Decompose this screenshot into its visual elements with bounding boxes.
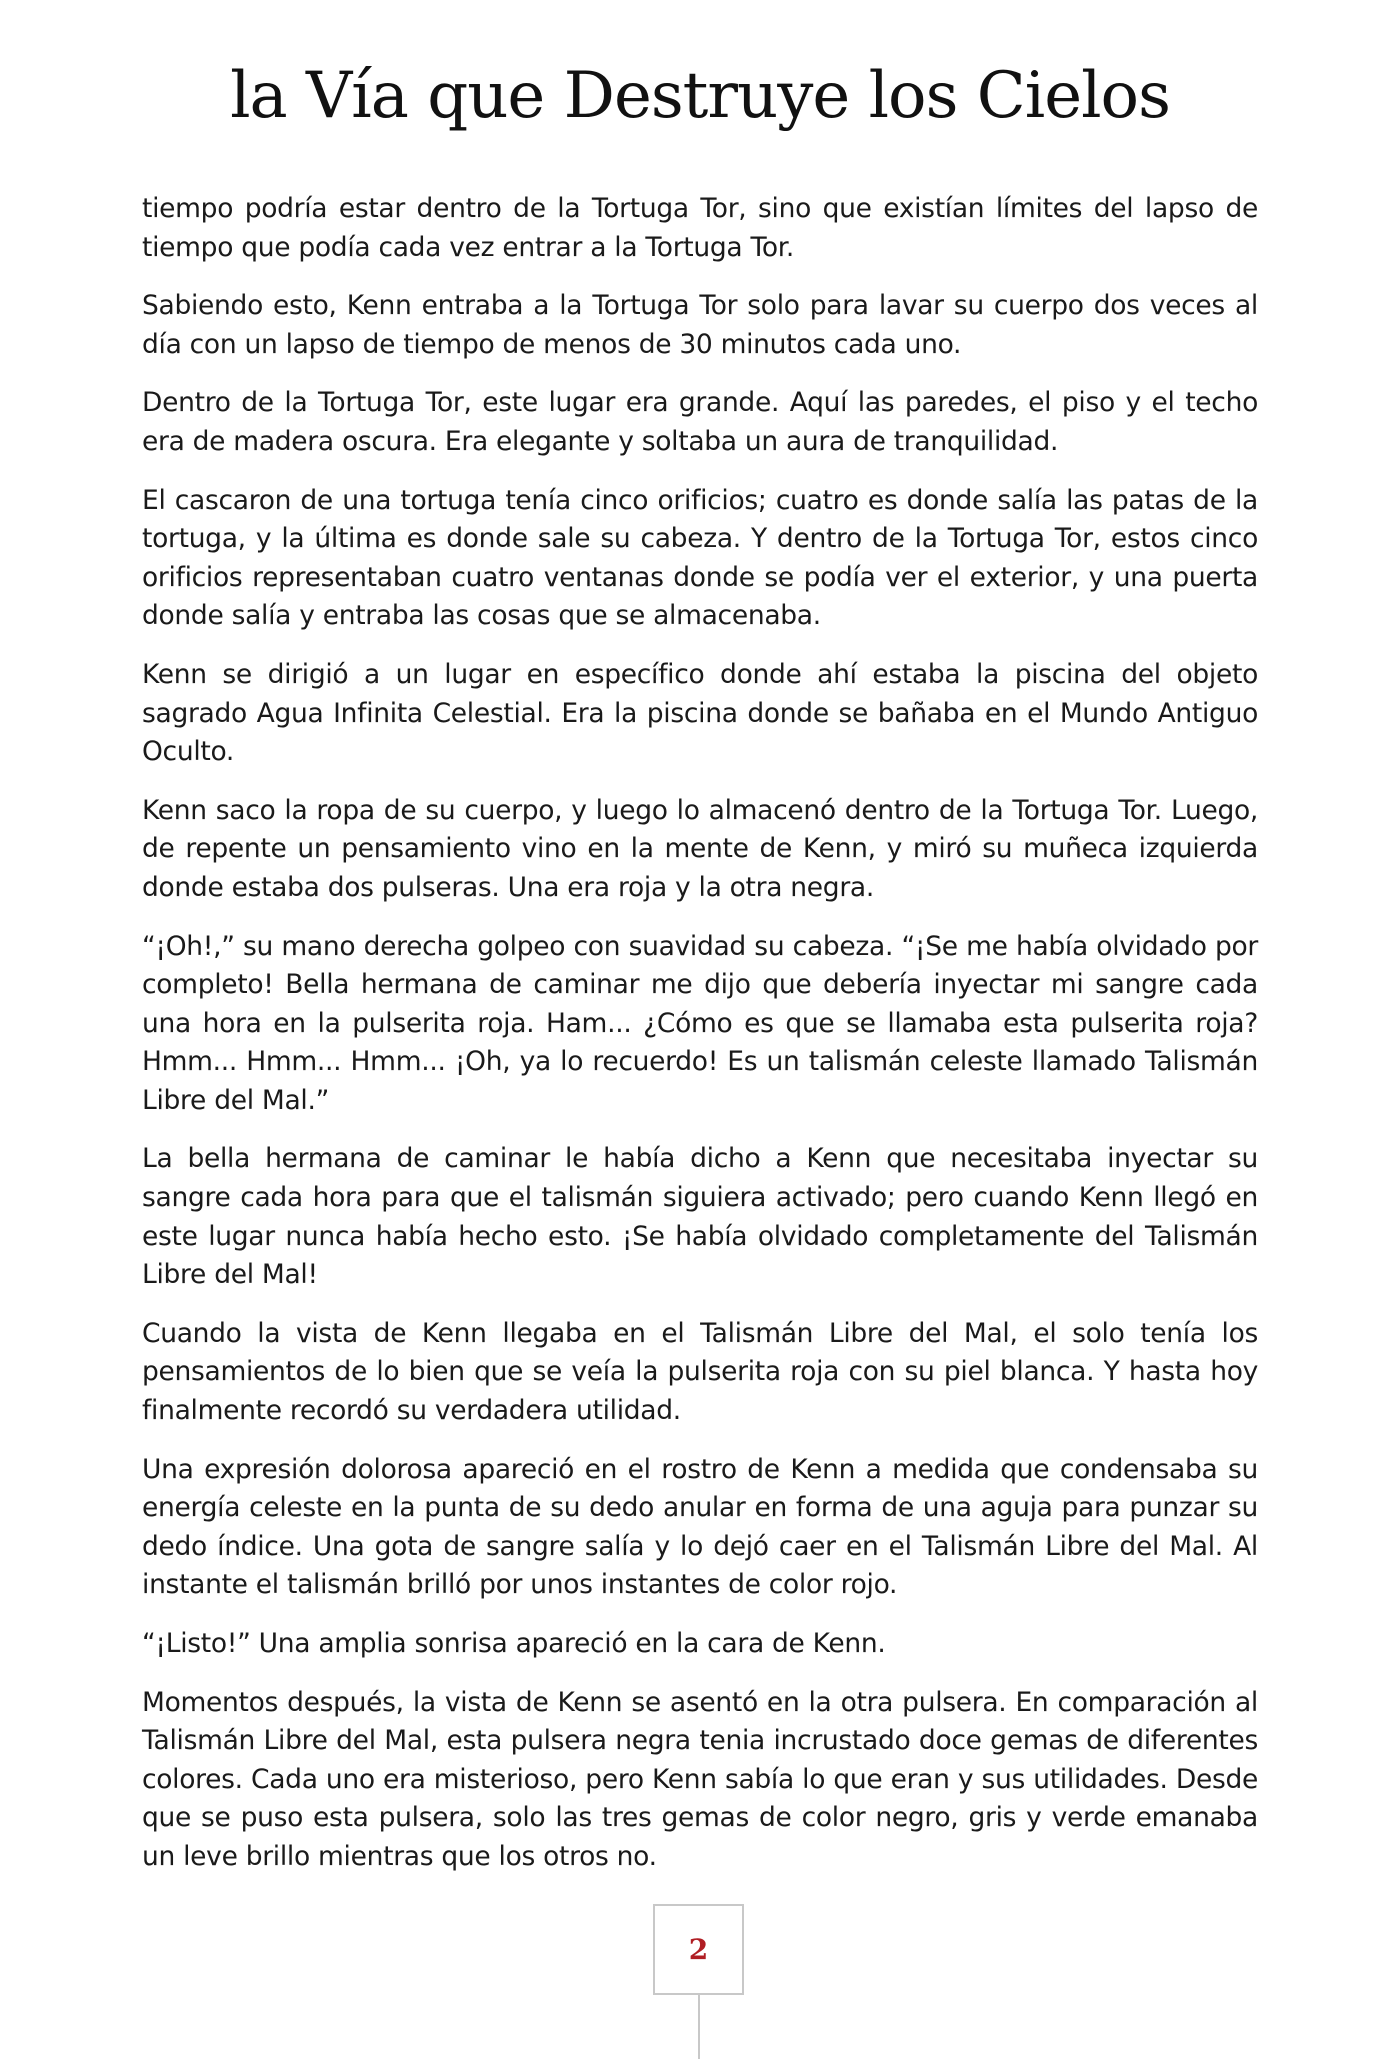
paragraph: Cuando la vista de Kenn llegaba en el Talismán Libre del Mal, el solo tenía los pensamientos de lo bien que se veía la pulserita roja con su piel blanca. Y hasta hoy finalmente recordó su verdadera utilidad. [142, 1317, 1258, 1427]
page-title: la Vía que Destruye los Cielos [230, 59, 1170, 133]
paragraph: Sabiendo esto, Kenn entraba a la Tortuga Tor solo para lavar su cuerpo dos veces al día con un lapso de tiempo de menos de 30 minutos cada uno. [142, 290, 1258, 360]
paragraph: “¡Oh!,” su mano derecha golpeo con suavidad su cabeza. “¡Se me había olvidado por completo! Bella hermana de caminar me dijo que debería inyectar mi sangre cada una hora en la pulserita roja. Ham... ¿Cómo es que se llamaba esta pulserita roja? Hmm... Hmm... Hmm... ¡Oh, ya lo recuerdo! Es un talismán celeste llamado Talismán Libre del Mal.” [142, 930, 1258, 1116]
page-number-connector-line [698, 1995, 700, 2059]
paragraph: Una expresión dolorosa apareció en el rostro de Kenn a medida que condensaba su energía celeste en la punta de su dedo anular en forma de una aguja para punzar su dedo índice. Una gota de sangre salía y lo dejó caer en el Talismán Libre del Mal. Al instante el talismán brilló por unos instantes de color rojo. [142, 1453, 1258, 1601]
paragraph: Momentos después, la vista de Kenn se asentó en la otra pulsera. En comparación al Talismán Libre del Mal, esta pulsera negra tenia incrustado doce gemas de diferentes colores. Cada uno era misterioso, pero Kenn sabía lo que eran y sus utilidades. Desde que se puso esta pulsera, solo las tres gemas de color negro, gris y verde emanaba un leve brillo mientras que los otros no. [142, 1686, 1258, 1872]
paragraph: La bella hermana de caminar le había dicho a Kenn que necesitaba inyectar su sangre cada hora para que el talismán siguiera activado; pero cuando Kenn llegó en este lugar nunca había hecho esto. ¡Se había olvidado completamente del Talismán Libre del Mal! [142, 1143, 1258, 1291]
paragraph: Kenn saco la ropa de su cuerpo, y luego lo almacenó dentro de la Tortuga Tor. Luego, de repente un pensamiento vino en la mente de Kenn, y miró su muñeca izquierda donde estaba dos pulseras. Una era roja y la otra negra. [142, 794, 1258, 903]
page-number: 2 [688, 1933, 709, 1966]
body-text [142, 190, 1258, 1897]
paragraph: Kenn se dirigió a un lugar en específico donde ahí estaba la piscina del objeto sagrado Agua Infinita Celestial. Era la piscina donde se bañaba en el Mundo Antiguo Oculto. [142, 658, 1258, 768]
page-number-box [653, 1904, 744, 1995]
paragraph: El cascaron de una tortuga tenía cinco orificios; cuatro es donde salía las patas de la tortuga, y la última es donde sale su cabeza. Y dentro de la Tortuga Tor, estos cinco orificios representaban cuatro ventanas donde se podía ver el exterior, y una puerta donde salía y entraba las cosas que se almacenaba. [142, 484, 1258, 632]
paragraph: “¡Listo!” Una amplia sonrisa apareció en la cara de Kenn. [142, 1628, 886, 1659]
paragraph: Dentro de la Tortuga Tor, este lugar era grande. Aquí las paredes, el piso y el techo era de madera oscura. Era elegante y soltaba un aura de tranquilidad. [142, 387, 1258, 457]
paragraph: tiempo podría estar dentro de la Tortuga Tor, sino que existían límites del lapso de tiempo que podía cada vez entrar a la Tortuga Tor. [142, 193, 1258, 263]
